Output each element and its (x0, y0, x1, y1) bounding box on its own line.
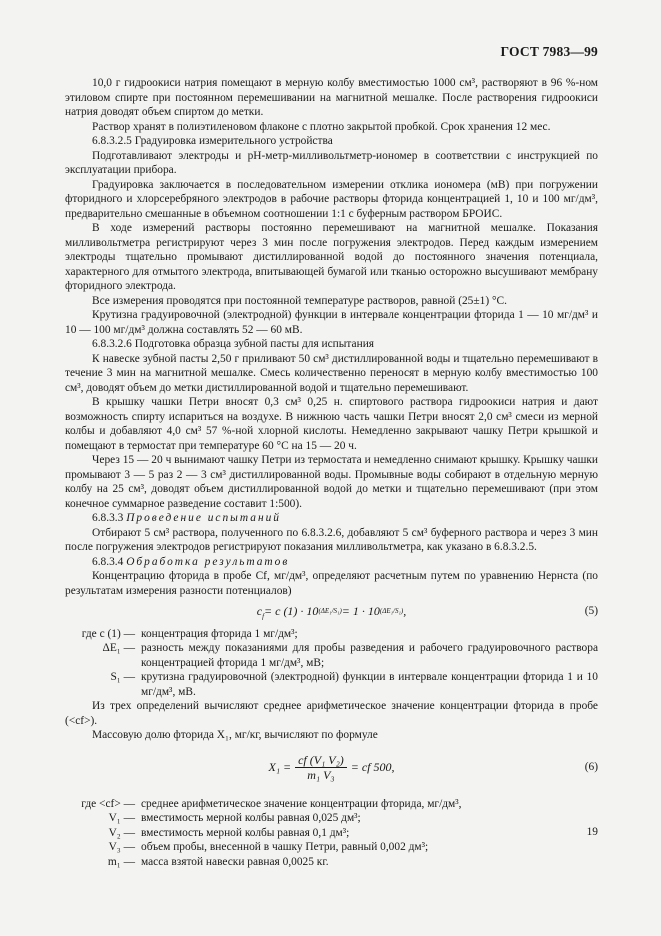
section-title: Обработка результатов (126, 555, 290, 568)
paragraph: К навеске зубной пасты 2,50 г приливают 50 см³ дистиллированной воды и тщательно перемешивают в течение 3 мин на магнитной мешалке. Смесь количественно переносят в мерную колбу вместимостью 100 см³, доводят объем до метки дистиллированной водой и тщательно перемешивают. (65, 352, 598, 394)
definition-text: вместимость мерной колбы равная 0,1 дм³; (141, 826, 350, 839)
section-number: 6.8.3.3 (92, 512, 124, 524)
fraction-numerator: cf (V₁ V₂) (295, 753, 347, 769)
definition-text: крутизна градуировочной (электродной) функции в интервале концентрации фторида 1 и 10 мг/дм³, мВ. (141, 671, 598, 698)
page-number: 19 (586, 826, 598, 838)
paragraph: Из трех определений вычисляют среднее арифметическое значение концентрации фторида в пробе (<cf>). (65, 700, 598, 727)
definitions-list (65, 627, 598, 700)
definitions-list (65, 797, 598, 870)
definition-symbol: V₁ — (108, 812, 135, 824)
section-title: Проведение испытаний (126, 512, 281, 524)
paragraph: Раствор хранят в полиэтиленовом флаконе с плотно закрытой пробкой. Срок хранения 12 мес. (92, 120, 551, 133)
paragraph: Через 15 — 20 ч вынимают чашку Петри из термостата и немедленно снимают крышку. Крышку чашки промывают 3 — 5 раз 2 — 3 см³ дистиллированной воды. Промывные воды собирают в отдельную мерную колбу на 25 см³, доводят объем дистиллированной водой до метки и тщательно перемешивают (при этом конечное суммарное разведение составит 1:500). (65, 454, 598, 510)
definition-text: объем пробы, внесенной в чашку Петри, равный 0,002 дм³; (141, 841, 429, 853)
paragraph: Массовую долю фторида X₁, мг/кг, вычисляют по формуле (92, 729, 378, 741)
paragraph: Подготавливают электроды и рН-метр-милливольтметр-иономер в соответствии с инструкцией по эксплуатации прибора. (65, 149, 598, 176)
formula-fraction (295, 753, 347, 783)
definition-text: масса взятой навески равная 0,0025 кг. (141, 855, 329, 868)
formula-rhs: = cf 500, (350, 760, 395, 775)
formula-term: = c (1) · 10 (264, 604, 319, 618)
definition-text: вместимость мерной колбы равная 0,025 дм³; (141, 812, 361, 824)
definition-symbol: где <cf> — (81, 797, 135, 810)
definition-text: концентрация фторида 1 мг/дм³; (141, 627, 298, 640)
definition-symbol: ΔE₁ — (102, 642, 135, 654)
formula-5: $c_f$ = c (1) · 10 (ΔE₁/S₁) = 1 · 10 (ΔE₁/S₁) , (5) (256, 604, 598, 621)
paragraph: 10,0 г гидроокиси натрия помещают в мерную колбу вместимостью 1000 см³, растворяют в 96 %-ном этиловом спирте при постоянном перемешивании на магнитной мешалке. После растворения гидроокиси натрия доводят объем спиртом до метки. (65, 77, 598, 118)
definition-symbol: V₂ — (108, 826, 135, 839)
definition-symbol: V₃ — (108, 841, 135, 853)
formula-lhs: $c_f$ (256, 604, 265, 621)
section-heading (65, 555, 598, 570)
section-heading: 6.8.3.2.5 Градуировка измерительного устройства (92, 135, 333, 147)
paragraph: Концентрацию фторида в пробе Cf, мг/дм³, определяют расчетным путем по уравнению Нернста (по результатам измерения разности потенциалов) (65, 570, 598, 597)
formula-lhs: X₁ = (268, 760, 292, 775)
formula-6 (65, 753, 598, 783)
paragraph: В крышку чашки Петри вносят 0,3 см³ 0,25 н. спиртового раствора гидроокиси натрия и дают возможность спирту испариться на воздухе. В нижнюю часть чашки Петри вносят 2,0 см³ смеси из мерной колбы и добавляют 4,0 см³ 57 %-ной хлорной кислоты. Немедленно закрывают чашку Петри крышкой и помещают в термостат при температуре 60 °С на 15 — 20 ч. (65, 396, 598, 452)
definition-symbol: S₁ — (110, 671, 135, 683)
formula-term: , (403, 604, 407, 618)
paragraph: Отбирают 5 см³ раствора, полученного по 6.8.3.2.6, добавляют 5 см³ буферного раствора и через 3 мин после погружения электродов регистрируют показания милливольтметра, как указано в 6.8.3.2.5. (65, 526, 598, 553)
fraction-denominator: m₁ V₃ (307, 768, 335, 782)
definition-text: среднее арифметическое значение концентрации фторида, мг/дм³, (141, 797, 462, 810)
paragraph: Все измерения проводятся при постоянной температуре растворов, равной (25±1) °С. (92, 294, 507, 307)
paragraph: Крутизна градуировочной (электродной) функции в интервале концентрации фторида 1 — 10 мг/дм³ и 10 — 100 мг/дм³ должна составлять 52 — 60 мВ. (65, 309, 598, 336)
definition-text: разность между показаниями для пробы разведения и рабочего градуировочного раствора концентрацией фторида 1 мг/дм³, мВ; (141, 642, 598, 669)
formula-term: = 1 · 10 (341, 604, 380, 618)
paragraph: В ходе измерений растворы постоянно перемешивают на магнитной мешалке. Показания милливольтметра регистрируют через 3 мин после погружения электродов. Перед каждым измерением электроды тщательно промывают дистиллированной водой до постоянного значения потенциала, характерного для отмытого электрода, впитывающей бумагой или тканью осторожно высушивают мембрану фторидного электрода. (65, 222, 598, 292)
document-header: ГОСТ 7983—99 (500, 44, 598, 59)
section-number: 6.8.3.4 (92, 555, 124, 568)
definition-symbol: где c (1) — (81, 627, 135, 640)
paragraph: Градуировка заключается в последовательном измерении отклика иономера (мВ) при погружении фторидного и хлорсеребряного электродов в рабочие растворы фторида концентрацией 1, 10 и 100 мг/дм³, предварительно смешанные в объемном соотношении 1:1 с буферным раствором БРОИС. (65, 178, 598, 220)
definition-symbol: m₁ — (107, 855, 135, 868)
formula-number: (5) (584, 605, 598, 617)
section-heading: 6.8.3.2.6 Подготовка образца зубной пасты для испытания (92, 338, 375, 350)
document-body (65, 76, 598, 869)
section-heading (65, 511, 598, 526)
formula-number: (6) (584, 761, 598, 774)
